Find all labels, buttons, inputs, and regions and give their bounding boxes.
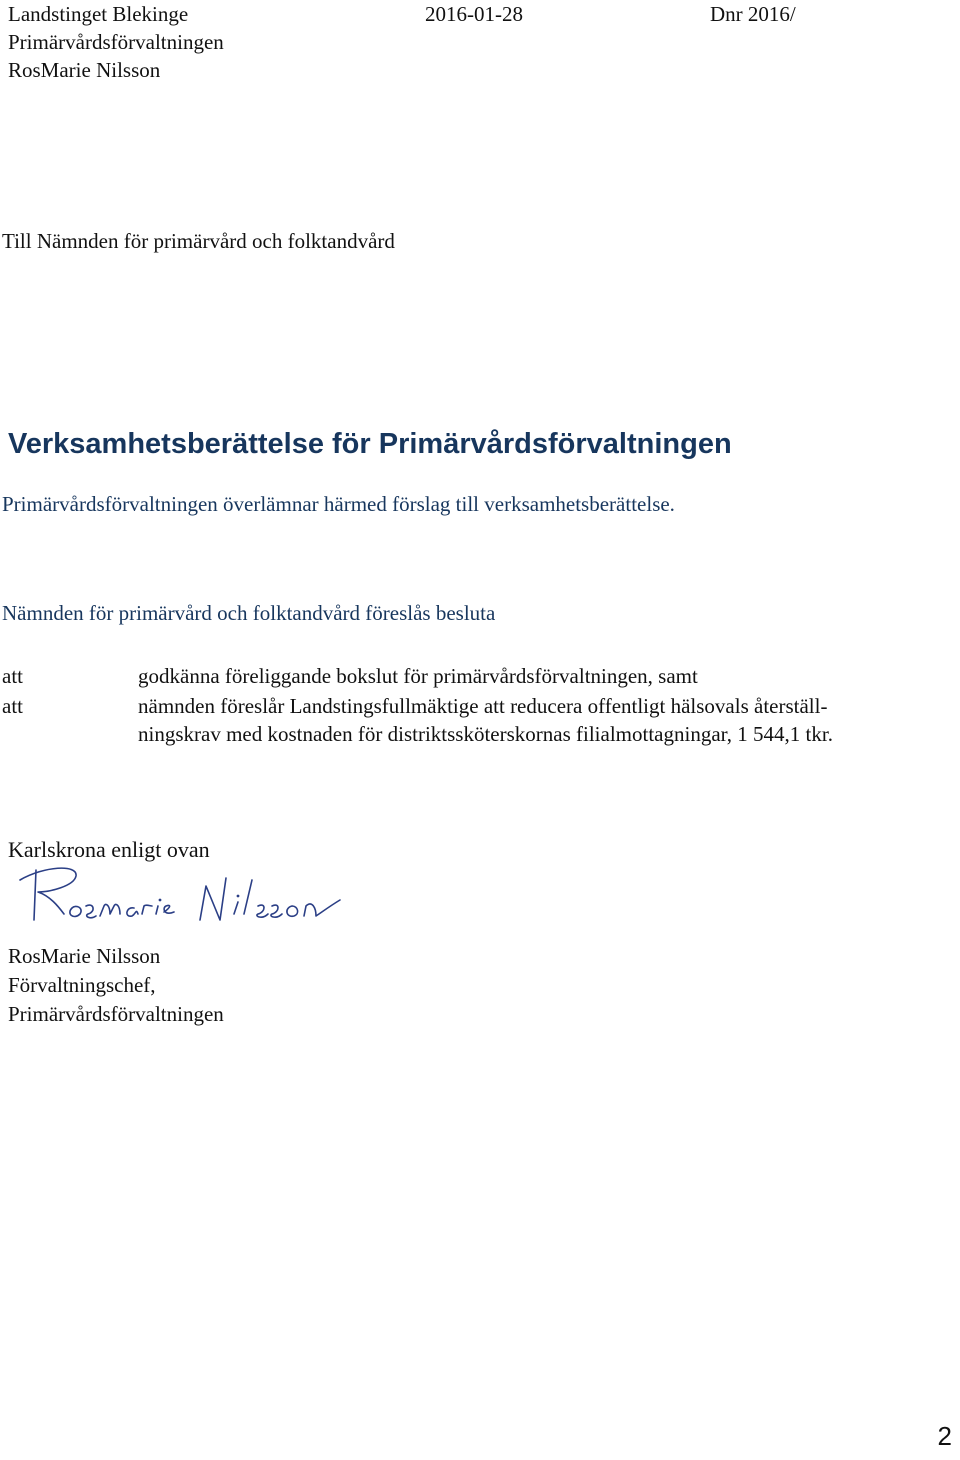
proposal-item-text: nämnden föreslår Landstingsfullmäktige att reducera offentligt hälsovals återställ-: [138, 694, 828, 718]
header-author: RosMarie Nilsson: [8, 58, 161, 82]
handwritten-signature: [14, 862, 354, 942]
addressee: Till Nämnden för primärvård och folktandvård: [2, 229, 395, 253]
header-department: Primärvårdsförvaltningen: [8, 30, 224, 54]
document-title: Verksamhetsberättelse för Primärvårdsförvaltningen: [8, 428, 732, 460]
intro-text: Primärvårdsförvaltningen överlämnar härmed förslag till verksamhetsberättelse.: [2, 492, 675, 516]
proposal-item-text: godkänna föreliggande bokslut för primärvårdsförvaltningen, samt: [138, 664, 698, 688]
page-number: 2: [937, 1421, 952, 1451]
proposal-item-label: att: [2, 664, 23, 688]
header-date: 2016-01-28: [425, 2, 523, 26]
proposal-item-text-continued: ningskrav med kostnaden för distriktssköterskornas filialmottagningar, 1 544,1 tkr.: [138, 722, 833, 746]
signatory-name: RosMarie Nilsson: [8, 944, 161, 968]
signatory-organization: Primärvårdsförvaltningen: [8, 1002, 224, 1026]
header-dnr: Dnr 2016/: [710, 2, 796, 26]
closing-place: Karlskrona enligt ovan: [8, 837, 210, 862]
signatory-title: Förvaltningschef,: [8, 973, 156, 997]
proposal-lead: Nämnden för primärvård och folktandvård föreslås besluta: [2, 601, 496, 625]
proposal-item-label: att: [2, 694, 23, 718]
header-organization: Landstinget Blekinge: [8, 2, 189, 26]
